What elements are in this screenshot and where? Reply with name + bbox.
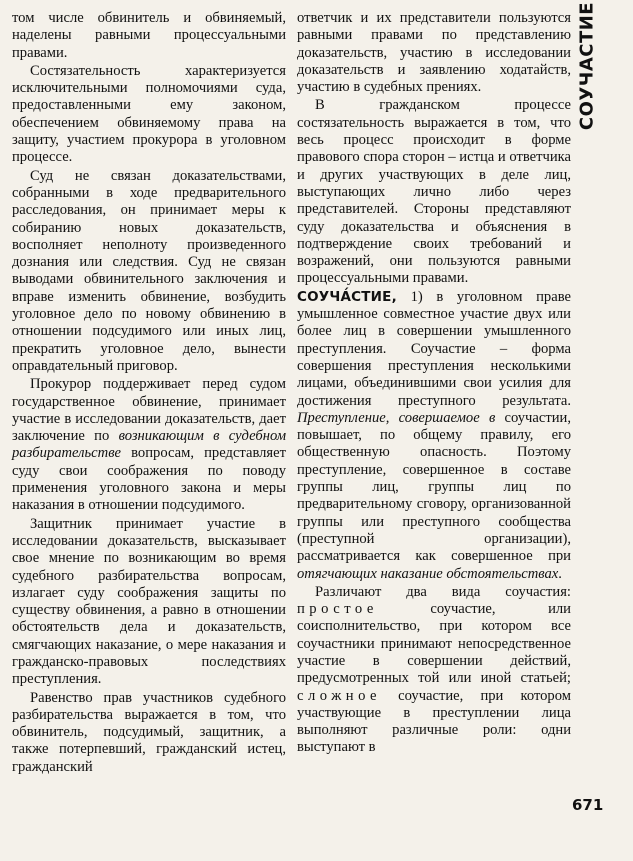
text-run: Прокурор поддерживает перед судом государственное обвинение, принимает участие в исследовании доказательств, дает заключение по	[12, 376, 286, 445]
entry-headword: СОУЧА́СТИЕ,	[297, 288, 397, 305]
spaced-term: простое	[297, 601, 378, 618]
text-run: соучастие, при котором участвующие в преступлении лица выполняют различные роли: одни выступают в	[297, 687, 571, 756]
paragraph	[297, 289, 571, 583]
text-run: соучастии, повышает, по общему правилу, его общественную опасность. Поэтому преступление, совершенное в составе группы лиц, группы лиц по предварительному сговору, организованной группы или преступного сообщества (преступной организации), рассматривается как совершенное при	[297, 409, 571, 565]
left-text-column	[12, 10, 286, 776]
text-run: Различают два вида соучастия:	[315, 583, 571, 600]
paragraph	[297, 584, 571, 757]
side-tab-heading	[572, 1, 602, 131]
italic-phrase: отягчающих наказание обстоятельствах	[297, 565, 559, 582]
spaced-term: сложное	[297, 687, 382, 704]
italic-phrase: возникающим в судебном разбирательстве	[12, 428, 287, 462]
paragraph: Состязательность характеризуется исключительными полномочиями суда, предоставленными ему законом, обеспечением обвиняемому права на защиту, участием прокурора в уголовном процессе.	[12, 62, 286, 166]
text-run: 1) в уголовном праве умышленное совместное участие двух или более лиц в совершении умышленного преступления. Соучастие – форма совершения преступления несколькими лицами, объединившими свои усилия для достижения преступного результата.	[297, 288, 571, 409]
paragraph: том числе обвинитель и обвиняемый, наделены равными процессуальными правами.	[12, 10, 286, 61]
text-run: вопросам, представляет суду свои соображения по поводу применения уголовного закона и меры наказания в отношении подсудимого.	[12, 445, 286, 514]
paragraph: Защитник принимает участие в исследовании доказательств, высказывает свое мнение по возникающим во время судебного разбирательства вопросам, излагает суду соображения защиты по существу обвинения, а равно в отношении обстоятельств дела и доказательств, смягчающих наказание, о мере наказания и гражданско-правовых последствиях преступления.	[12, 515, 286, 688]
page-number: 671	[572, 796, 604, 814]
paragraph: В гражданском процессе состязательность выражается в том, что весь процесс происходит в форме правового спора сторон – истца и ответчика и других участвующих в деле лиц, выступающих лично либо через представителей. Стороны представляют суду доказательства и объяснения в подтверждение своих требований и возражений, они пользуются равными процессуальными правами.	[297, 97, 571, 287]
italic-phrase: Преступление, совершаемое в	[297, 409, 496, 426]
right-text-column	[297, 10, 571, 757]
text-run: .	[558, 565, 562, 582]
side-tab-label: СОУЧАСТИЕ	[576, 1, 598, 131]
paragraph: Суд не связан доказательствами, собранными в ходе предварительного расследования, он принимает меры к собиранию новых доказательств, восполняет неполноту произведенного дознания или следствия. Суд не связан выводами обвинительного заключения и вправе изменить обвинение, возбудить уголовное дело по новому обвинению в отношении подсудимого или иных лиц, прекратить уголовное дело, вынести оправдательный приговор.	[12, 167, 286, 374]
text-run: соучастие, или соисполнительство, при котором все соучастники принимают непосредственное участие в совершении действий, предусмотренных той или иной статьей;	[297, 601, 571, 687]
paragraph	[12, 376, 286, 514]
paragraph: ответчик и их представители пользуются равными правами по представлению доказательств, участию в исследовании доказательств и заявлению ходатайств, участию в судебных прениях.	[297, 10, 571, 96]
paragraph: Равенство прав участников судебного разбирательства выражается в том, что обвинитель, подсудимый, защитник, а также потерпевший, гражданский истец, гражданский	[12, 689, 286, 775]
